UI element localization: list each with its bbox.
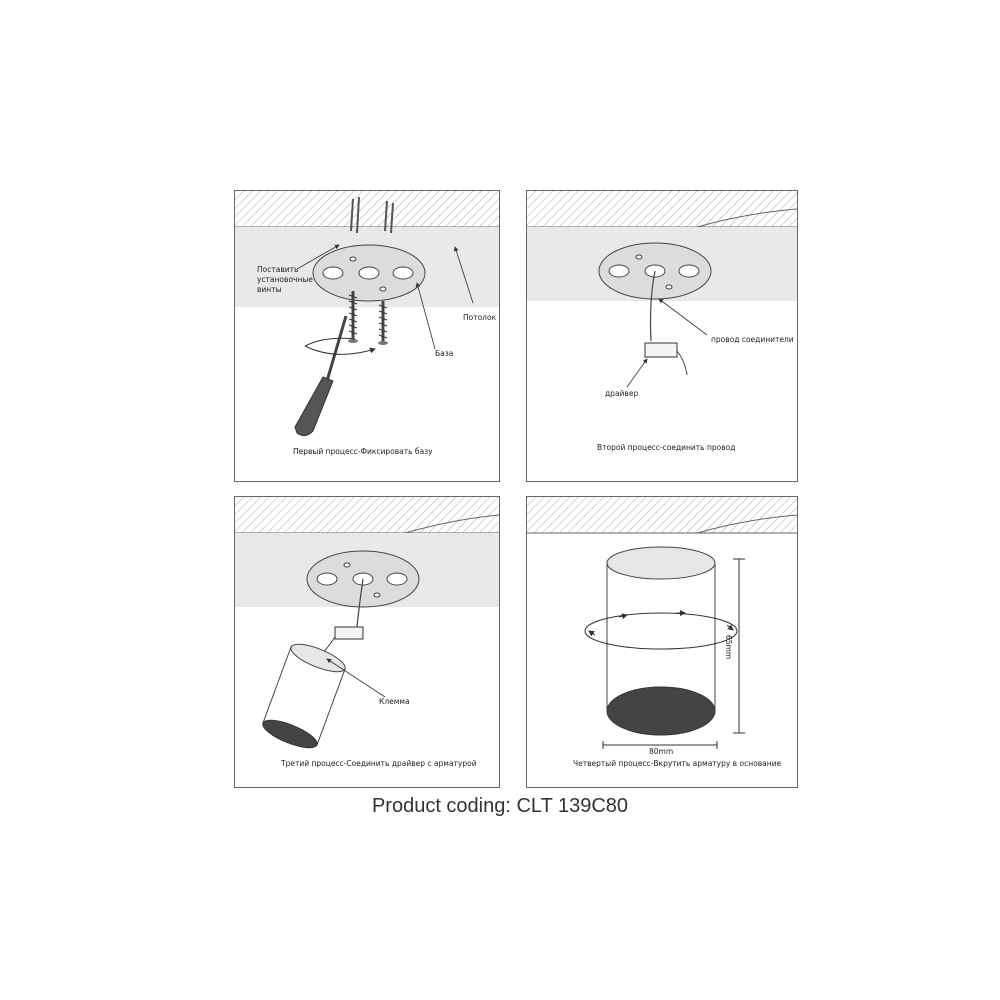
- step-3-illustration: [235, 497, 499, 787]
- base-label: База: [435, 349, 454, 358]
- step-4-caption: Четвертый процесс-Вкрутить арматуру в основание: [573, 759, 782, 768]
- driver-box-icon: [335, 627, 363, 639]
- step-4-panel: [526, 496, 798, 788]
- rotation-arrow-icon: [305, 346, 375, 354]
- step-4-illustration: [527, 497, 797, 787]
- ceiling-slab: [235, 191, 499, 227]
- step-1-caption: Первый процесс-Фиксировать базу: [293, 447, 433, 456]
- ceiling-label: Потолок: [463, 313, 497, 322]
- ceiling-slab: [527, 191, 797, 227]
- screws-label: Поставить установочные винты: [257, 265, 313, 294]
- step-1-panel: [234, 190, 500, 482]
- ceiling-slab: [235, 497, 499, 533]
- height-label: 65mm: [724, 635, 733, 660]
- ceiling-slab: [527, 497, 797, 533]
- step-1-illustration: [235, 191, 499, 481]
- fixture-cylinder-icon: [607, 547, 715, 735]
- driver-label: драйвер: [605, 389, 639, 398]
- terminal-label: Клемма: [379, 697, 410, 706]
- step-3-panel: [234, 496, 500, 788]
- driver-box-icon: [645, 343, 677, 357]
- product-coding: Product coding: CLT 139C80: [371, 795, 629, 817]
- step-2-panel: [526, 190, 798, 482]
- fixture-cylinder-icon: [260, 639, 349, 753]
- step-2-caption: Второй процесс-соединить провод: [597, 443, 736, 452]
- wire-label: провод соединители: [711, 335, 794, 344]
- screwdriver-icon: [295, 316, 346, 436]
- width-label: 80mm: [649, 747, 674, 756]
- step-3-caption: Третий процесс-Соединить драйвер с арматурой: [281, 759, 477, 768]
